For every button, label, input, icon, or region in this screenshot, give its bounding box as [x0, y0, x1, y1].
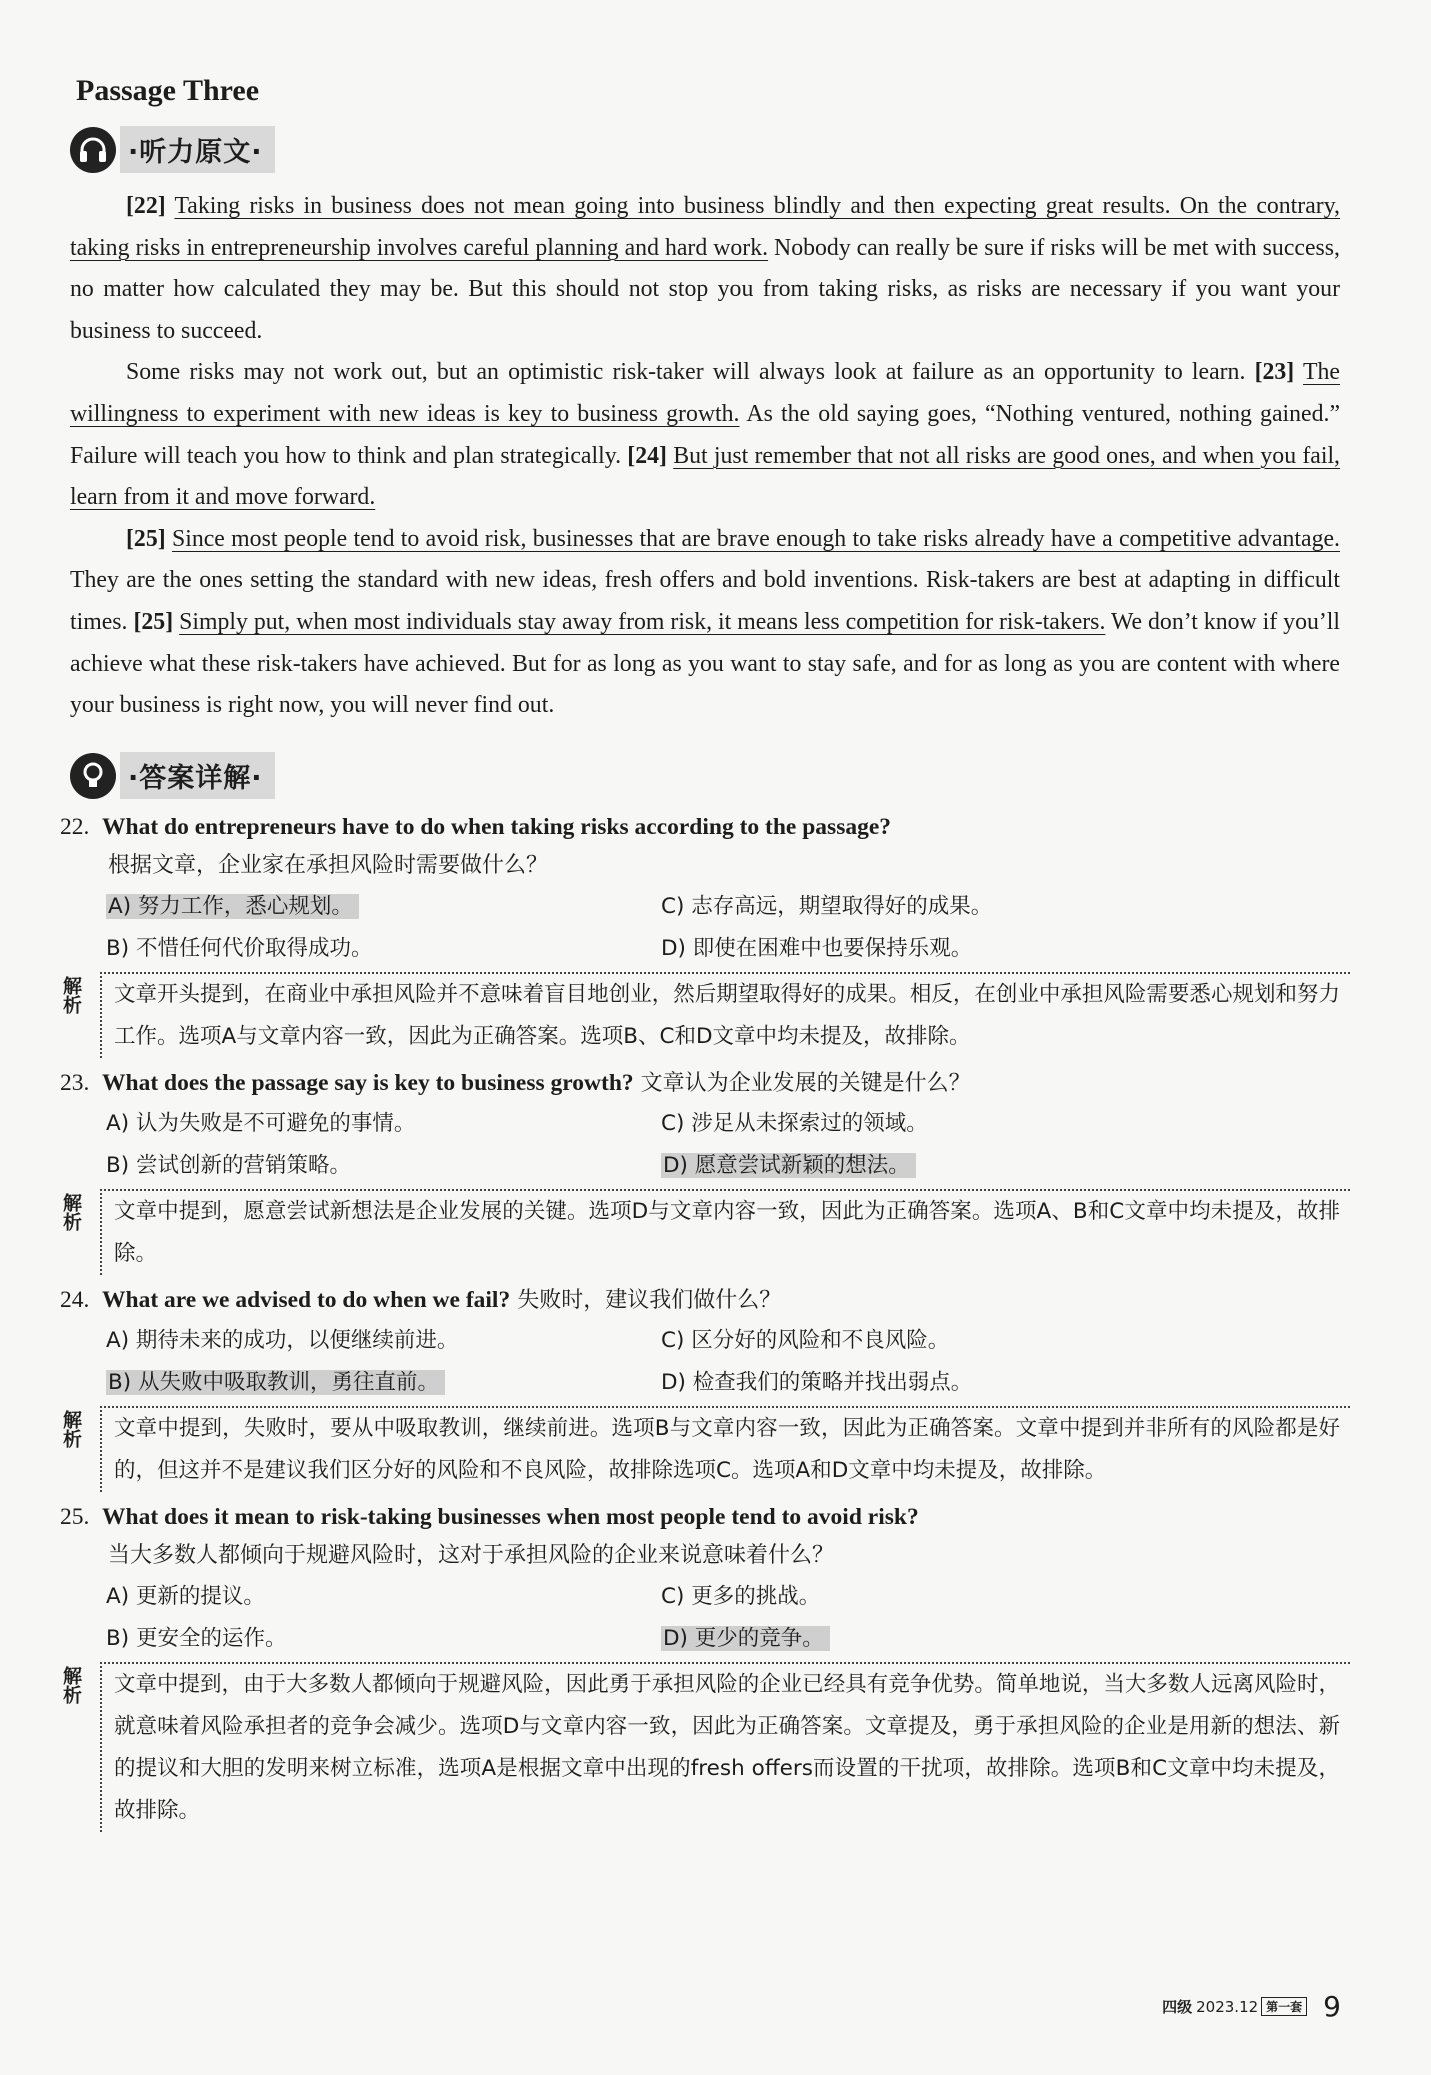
question-text	[60, 1281, 1350, 1320]
transcript-text: We don’t know if you’ll achieve what these risk-takers have achieved. But for as long as you want to stay safe, and for as long as you are content with where your business is right now, you will never find out.	[70, 608, 1341, 719]
transcript-text: As the old saying goes, “Nothing ventured, nothing gained.” Failure will teach you how to think and plan strategically.	[70, 400, 1341, 469]
option	[106, 1320, 661, 1362]
answer-underline: But just remember that not all risks are good ones, and when you fail, learn from it and move forward.	[70, 442, 1341, 511]
passage-title: Passage Three	[76, 74, 260, 107]
question-chinese: 当大多数人都倾向于规避风险时，这对于承担风险的企业来说意味着什么？	[108, 1543, 835, 1568]
explanation-label-text: 解析	[60, 976, 82, 1014]
exam-level: 四级	[1162, 1998, 1193, 2016]
transcript-paragraph-3	[70, 519, 1340, 727]
options	[106, 1103, 1350, 1187]
correct-option: D) 愿意尝试新颖的想法。	[661, 1153, 916, 1178]
option-text: C) 志存高远，期望取得好的成果。	[661, 894, 993, 919]
question-english: What does the passage say is key to business growth?	[102, 1070, 634, 1096]
option-text: A) 更新的提议。	[106, 1584, 265, 1609]
question-chinese: 根据文章，企业家在承担风险时需要做什么？	[108, 853, 549, 878]
transcript-text	[1294, 359, 1303, 385]
transcript-text: Some risks may not work out, but an optimistic risk-taker will always look at failure as an opportunity to learn.	[126, 359, 1255, 386]
section-answers-label: ·答案详解·	[120, 752, 275, 799]
option-text: A) 认为失败是不可避免的事情。	[106, 1111, 416, 1136]
question-block	[60, 808, 1350, 1058]
question-text	[60, 808, 1350, 846]
exam-set: 第一套	[1261, 1997, 1307, 2016]
option	[661, 886, 1261, 928]
answer-underline: The willingness to experiment with new ideas is key to business growth.	[70, 359, 1340, 427]
page-footer	[1162, 1990, 1341, 2023]
explanation-label	[60, 1662, 100, 1832]
question-ref-tag: [23]	[1254, 359, 1295, 386]
option-text: C) 更多的挑战。	[661, 1584, 821, 1609]
option-text: C) 区分好的风险和不良风险。	[661, 1328, 950, 1353]
option	[106, 886, 661, 928]
section-transcript-label: ·听力原文·	[120, 126, 275, 173]
explanation	[60, 1406, 1350, 1492]
question-number: 24.	[60, 1287, 90, 1313]
option-text: D) 检查我们的策略并找出弱点。	[661, 1370, 973, 1395]
question-ref-tag: [22]	[126, 193, 166, 219]
option	[106, 1145, 661, 1187]
option	[661, 928, 1261, 970]
explanation-label-text: 解析	[60, 1193, 82, 1231]
lightbulb-icon	[70, 753, 116, 799]
option-text: D) 即使在困难中也要保持乐观。	[661, 936, 973, 961]
answer-explanations	[60, 808, 1350, 1838]
question-number: 25.	[60, 1504, 90, 1530]
option	[661, 1362, 1261, 1404]
question-ref-tag: [25]	[133, 608, 174, 635]
explanation-label-text: 解析	[60, 1410, 82, 1448]
option	[106, 1362, 661, 1404]
explanation-label	[60, 1406, 100, 1492]
option	[661, 1618, 1261, 1660]
explanation-text: 文章开头提到，在商业中承担风险并不意味着盲目地创业，然后期望取得好的成果。相反，在创业中承担风险需要悉心规划和努力工作。选项A与文章内容一致，因此为正确答案。选项B、C和D文章中均未提及，故排除。	[100, 972, 1350, 1058]
option	[661, 1103, 1261, 1145]
answer-underline: Since most people tend to avoid risk, businesses that are brave enough to take risks already have a competitive advantage.	[171, 525, 1341, 552]
correct-option: A) 努力工作，悉心规划。	[106, 894, 359, 919]
question-block	[60, 1498, 1350, 1832]
question-chinese: 失败时，建议我们做什么？	[510, 1288, 782, 1313]
option	[106, 928, 661, 970]
transcript	[70, 186, 1340, 727]
question-block	[60, 1281, 1350, 1492]
option	[661, 1145, 1261, 1187]
exam-date: 2023.12	[1196, 1997, 1259, 2016]
question-number: 22.	[60, 814, 90, 840]
question-english: What do entrepreneurs have to do when taking risks according to the passage?	[102, 814, 892, 840]
explanation	[60, 1189, 1350, 1275]
explanation-label-text: 解析	[60, 1666, 82, 1704]
option	[661, 1320, 1261, 1362]
page-number: 9	[1323, 1990, 1341, 2023]
question-text	[60, 1064, 1350, 1103]
question-block	[60, 1064, 1350, 1275]
headphones-icon	[70, 127, 116, 173]
section-transcript-header	[70, 126, 275, 173]
correct-option: B) 从失败中吸取教训，勇往直前。	[106, 1370, 445, 1395]
option	[106, 1576, 661, 1618]
option	[661, 1576, 1261, 1618]
option-text: B) 不惜任何代价取得成功。	[106, 936, 373, 961]
option-text: B) 尝试创新的营销策略。	[106, 1153, 351, 1178]
transcript-paragraph-1	[70, 186, 1340, 352]
option-text: A) 期待未来的成功，以便继续前进。	[106, 1328, 459, 1353]
transcript-text: They are the ones setting the standard with new ideas, fresh offers and bold inventions. Risk-takers are best at adapting in difficult times.	[70, 567, 1340, 635]
question-ref-tag: [25]	[126, 525, 166, 552]
answer-underline: Simply put, when most individuals stay away from risk, it means less competition for risk-takers.	[179, 608, 1106, 635]
option-text: B) 更安全的运作。	[106, 1626, 287, 1651]
transcript-paragraph-2	[70, 352, 1340, 518]
question-english: What does it mean to risk-taking businesses when most people tend to avoid risk?	[102, 1504, 919, 1530]
options	[106, 1320, 1350, 1404]
options	[106, 1576, 1350, 1660]
answer-underline: Taking risks in business does not mean going into business blindly and then expecting great results. On the contrary, taking risks in entrepreneurship involves careful planning and hard work.	[70, 193, 1341, 261]
options	[106, 886, 1350, 970]
section-answers-header	[70, 752, 275, 799]
correct-option: D) 更少的竞争。	[661, 1626, 830, 1651]
question-number: 23.	[60, 1070, 90, 1096]
option-text: C) 涉足从未探索过的领域。	[661, 1111, 928, 1136]
option	[106, 1618, 661, 1660]
question-chinese: 文章认为企业发展的关键是什么？	[633, 1071, 971, 1096]
option	[106, 1103, 661, 1145]
transcript-text: Nobody can really be sure if risks will be met with success, no matter how calculated they may be. But this should not stop you from taking risks, as risks are necessary if you want your business to succeed.	[70, 234, 1340, 344]
explanation-text: 文章中提到，愿意尝试新想法是企业发展的关键。选项D与文章内容一致，因此为正确答案。选项A、B和C文章中均未提及，故排除。	[100, 1189, 1350, 1275]
explanation-text: 文章中提到，由于大多数人都倾向于规避风险，因此勇于承担风险的企业已经具有竞争优势。简单地说，当大多数人远离风险时，就意味着风险承担者的竞争会减少。选项D与文章内容一致，因此为正确答案。文章提及，勇于承担风险的企业是用新的想法、新的提议和大胆的发明来树立标准，选项A是根据文章中出现的fresh offers而设置的干扰项，故排除。选项B和C文章中均未提及，故排除。	[100, 1662, 1350, 1832]
explanation	[60, 1662, 1350, 1832]
explanation-label	[60, 972, 100, 1058]
question-text	[60, 1498, 1350, 1536]
explanation-label	[60, 1189, 100, 1275]
explanation	[60, 972, 1350, 1058]
explanation-text: 文章中提到，失败时，要从中吸取教训，继续前进。选项B与文章内容一致，因此为正确答案。文章中提到并非所有的风险都是好的，但这并不是建议我们区分好的风险和不良风险，故排除选项C。选项A和D文章中均未提及，故排除。	[100, 1406, 1350, 1492]
question-ref-tag: [24]	[627, 442, 667, 469]
question-english: What are we advised to do when we fail?	[102, 1287, 511, 1313]
